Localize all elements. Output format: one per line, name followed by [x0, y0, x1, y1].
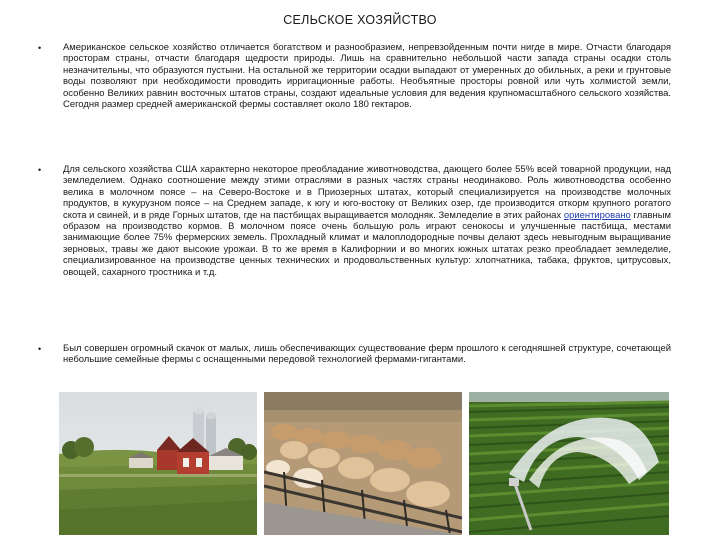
page-title: СЕЛЬСКОЕ ХОЗЯЙСТВО	[283, 13, 437, 27]
paragraph-livestock	[63, 164, 671, 278]
irrigation-photo	[469, 392, 669, 535]
paragraph-text-part: Для сельского хозяйства США характерно некоторое преобладание животноводства, дающего более 55% всей товарной продукции, над земледелием. Однако соотношение между этими отраслями в разных частях страны неодинаково. Роль животноводства особенно велика в молочном поясе – на Северо-Востоке и в Приозерных штатах, который специализируется на производстве молочных продуктов, в кукурузном поясе – на Среднем западе, к югу и юго-востоку от Великих озер, где производится откорм крупного рогатого скота и свиней, и в ряде Горных штатов, где на пастбищах выращивается молодняк. Земледелие в этих районах	[63, 164, 671, 221]
paragraph-farms: Был совершен огромный скачок от малых, лишь обеспечивающих существование ферм прошлого к сегодняшней структуре, сочетающей небольшие семейные фермы с оснащенными передовой технологией фермами-гигантами.	[63, 343, 671, 366]
bullet-marker: •	[38, 344, 42, 354]
paragraph-geography: Американское сельское хозяйство отличается богатством и разнообразием, непревзойденным почти нигде в мире. Отчасти благодаря просторам страны, отчасти благодаря щедрости природы. Лишь на сравнительно небольшой части запада страны осадки столь незначительны, что образуются пустыни. На остальной же территории осадки выпадают от умеренных до обильных, а реки и грунтовые воды позволяют при необходимости проводить ирригационные работы. Необъятные просторы ровной или чуть холмистой земли, особенно Великих равнин восточных штатов страны, создают идеальные условия для ведения крупномасштабного сельского хозяйства. Сегодня размер средней американской фермы составляет около 180 гектаров.	[63, 42, 671, 111]
photo-strip	[59, 392, 669, 535]
oriented-link[interactable]: ориентировано	[563, 209, 631, 221]
bullet-marker: •	[38, 43, 42, 53]
cattle-photo	[264, 392, 462, 535]
paragraph-text-part: главным образом на производство кормов. В молочном поясе очень большую роль играют сенокосы и улучшенные пастбища, местами занимающие более 75% фермерских земель. Прохладный климат и малоплодородные почвы делают здесь невыгодным выращивание зерновых, травы же дают высокие урожаи. В то же время в Калифорнии и во многих южных штатах резко преобладает земледелие, специализированное на производстве ценных технических и продовольственных культур: хлопчатника, табака, фруктов, цитрусовых, овощей, сахарного тростника и т.д.	[63, 209, 672, 278]
farm-photo	[59, 392, 257, 535]
irrigation-image	[469, 392, 669, 535]
farm-image	[59, 392, 257, 535]
bullet-marker: •	[38, 165, 42, 175]
cattle-image	[264, 392, 462, 535]
